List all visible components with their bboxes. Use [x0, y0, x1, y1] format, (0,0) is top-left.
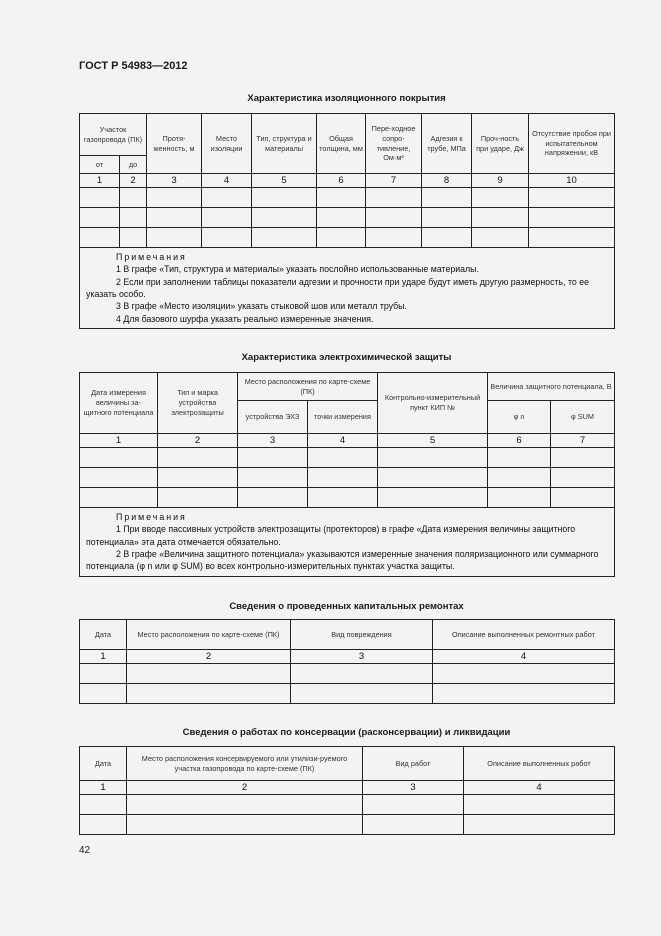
column-number: 3	[238, 434, 308, 448]
col-date: Дата	[80, 747, 127, 781]
note-item: 4 Для базового шурфа указать реально измеренные значения.	[116, 313, 374, 324]
col-potential: Величина защитного потенциала, В	[488, 373, 615, 401]
col-from: от	[80, 156, 120, 174]
notes-block	[80, 248, 615, 329]
table-row	[80, 188, 615, 208]
col-adhesion: Адгезия к трубе, МПа	[422, 114, 472, 174]
column-numbers-row	[80, 650, 615, 664]
insulation-table	[79, 113, 615, 329]
col-work-type: Вид работ	[363, 747, 464, 781]
column-number: 5	[252, 174, 317, 188]
col-kip: Контрольно-измерительный пункт КИП №	[378, 373, 488, 434]
page-number: 42	[79, 845, 91, 856]
column-number: 2	[158, 434, 238, 448]
note-item: 1 При вводе пассивных устройств электрозащиты (протекторов) в графе «Дата измерения величины защитного потенциала» эта дата отмечается обязательно.	[86, 524, 576, 547]
table-row	[80, 468, 615, 488]
table-row	[80, 228, 615, 248]
col-location: Место расположения по карте-схеме (ПК)	[238, 373, 378, 401]
column-number: 3	[147, 174, 202, 188]
table-row	[80, 208, 615, 228]
col-place: Место изоляции	[202, 114, 252, 174]
col-to: до	[120, 156, 147, 174]
col-thickness: Общая толщина, мм	[317, 114, 366, 174]
column-number: 2	[127, 781, 363, 795]
col-device: Тип и марка устройства электрозащиты	[158, 373, 238, 434]
column-numbers-row	[80, 781, 615, 795]
column-number: 3	[291, 650, 433, 664]
note-item: 3 В графе «Место изоляции» указать стыковой шов или металл трубы.	[116, 301, 407, 312]
table-row	[80, 684, 615, 704]
col-date: Дата измерения величины за-щитного потенциала	[80, 373, 158, 434]
column-number: 3	[363, 781, 464, 795]
column-number: 10	[529, 174, 615, 188]
notes-title: Примечания	[116, 512, 187, 522]
column-number: 1	[80, 434, 158, 448]
column-number: 7	[366, 174, 422, 188]
col-works: Описание выполненных работ	[464, 747, 615, 781]
column-number: 4	[202, 174, 252, 188]
repairs-title: Сведения о проведенных капитальных ремонтах	[229, 601, 464, 612]
column-number: 1	[80, 650, 127, 664]
column-number: 1	[80, 781, 127, 795]
conservation-table	[79, 746, 615, 835]
col-works: Описание выполненных ремонтных работ	[433, 620, 615, 650]
ecp-table	[79, 372, 615, 577]
note-item: 2 В графе «Величина защитного потенциала» указываются измеренные значения поляризационного или суммарного потенциала (φ n или φ SUM) во всех контрольно-измерительных пунктах участка защиты.	[86, 548, 599, 572]
column-number: 2	[127, 650, 291, 664]
table-row	[80, 448, 615, 468]
column-numbers-row	[80, 174, 615, 188]
column-number: 4	[308, 434, 378, 448]
col-points: точки измерения	[308, 401, 378, 434]
notes-title: Примечания	[116, 252, 187, 262]
column-number: 4	[464, 781, 615, 795]
table-row	[80, 795, 615, 815]
col-phi-sum: φ SUM	[551, 401, 615, 434]
column-number: 2	[120, 174, 147, 188]
notes-block	[80, 508, 615, 577]
column-number: 6	[488, 434, 551, 448]
column-number: 4	[433, 650, 615, 664]
table-row	[80, 664, 615, 684]
table-row	[80, 488, 615, 508]
col-date: Дата	[80, 620, 127, 650]
col-resistance: Пере-ходное сопро-тивление, Ом·м²	[366, 114, 422, 174]
table-row	[80, 815, 615, 835]
insulation-title: Характеристика изоляционного покрытия	[247, 93, 446, 104]
col-strength: Проч-ность при ударе, Дж	[472, 114, 529, 174]
col-section: Участок газопровода (ПК)	[80, 114, 147, 156]
column-number: 8	[422, 174, 472, 188]
col-ezz: устройства ЭХЗ	[238, 401, 308, 434]
note-item: 2 Если при заполнении таблицы показатели адгезии и прочности при ударе будут иметь другую размерность, то ее указать особо.	[86, 276, 590, 299]
col-length: Протя-женность, м	[147, 114, 202, 174]
conservation-title: Сведения о работах по консервации (расконсервации) и ликвидации	[182, 727, 511, 738]
column-number: 6	[317, 174, 366, 188]
col-type: Тип, структура и материалы	[252, 114, 317, 174]
col-breakdown: Отсутствие пробоя при испытательном напряжении, кВ	[529, 114, 615, 174]
column-number: 5	[378, 434, 488, 448]
ecp-title: Характеристика электрохимической защиты	[241, 352, 452, 363]
column-number: 1	[80, 174, 120, 188]
col-phi-n: φ n	[488, 401, 551, 434]
document-code: ГОСТ Р 54983—2012	[79, 60, 188, 72]
col-damage: Вид повреждения	[291, 620, 433, 650]
col-location: Место расположения консервируемого или утилизи-руемого участка газопровода по карте-схеме (ПК)	[127, 747, 363, 781]
repairs-table	[79, 619, 615, 704]
column-number: 7	[551, 434, 615, 448]
column-number: 9	[472, 174, 529, 188]
note-item: 1 В графе «Тип, структура и материалы» указать послойно использованные материалы.	[116, 264, 479, 275]
col-location: Место расположения по карте-схеме (ПК)	[127, 620, 291, 650]
column-numbers-row	[80, 434, 615, 448]
